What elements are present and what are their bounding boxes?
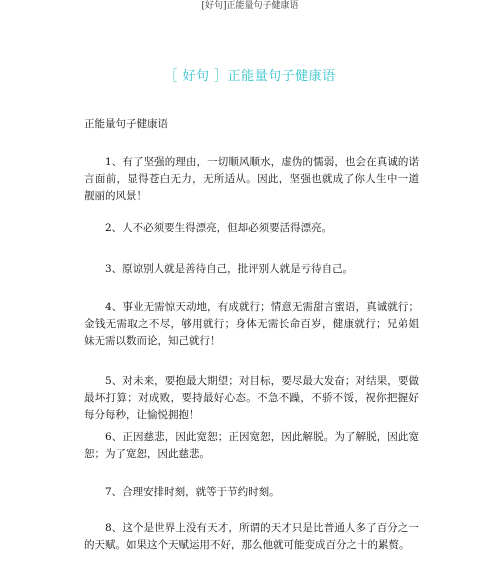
paragraph-8: 8、这个是世界上没有天才，所谓的天才只是比普通人多了百分之一的天赋。如果这个天赋运用不好，那么他就可能变成百分之十的累赘。	[84, 522, 419, 551]
paragraph-7: 7、合理安排时刻，就等于节约时刻。	[105, 486, 280, 498]
page-header: [好句]正能量句子健康语	[201, 1, 299, 11]
document-subtitle: 正能量句子健康语	[84, 118, 168, 130]
paragraph-3: 3、原谅别人就是善待自己，批评别人就是亏待自己。	[105, 263, 354, 275]
document-title: ［ 好句 ］正能量句子健康语	[164, 69, 336, 84]
paragraph-5: 5、对未来，要抱最大期望；对目标，要尽最大发奋；对结果，要做最坏打算；对成败，要持最好心态。不急不躁，不骄不馁，祝你把握好每分每秒，让愉悦拥抱！	[84, 375, 419, 421]
paragraph-2: 2、人不必须要生得漂亮，但却必须要活得漂亮。	[105, 222, 333, 234]
paragraph-4: 4、事业无需惊天动地，有成就行；情意无需甜言蜜语，真诚就行；金钱无需取之不尽，够用就行；身体无需长命百岁，健康就行；兄弟姐妹无需以数而论，知己就行！	[84, 301, 419, 347]
paragraph-1: 1、有了坚强的理由，一切顺风顺水，虚伪的懦弱，也会在真诚的诺言面前，显得苍白无力，无所适从。因此，坚强也就成了你人生中一道靓丽的风景！	[84, 156, 419, 202]
paragraph-6: 6、正因慈悲，因此宽恕；正因宽恕，因此解脱。为了解脱，因此宽恕；为了宽恕，因此慈悲。	[84, 431, 419, 460]
